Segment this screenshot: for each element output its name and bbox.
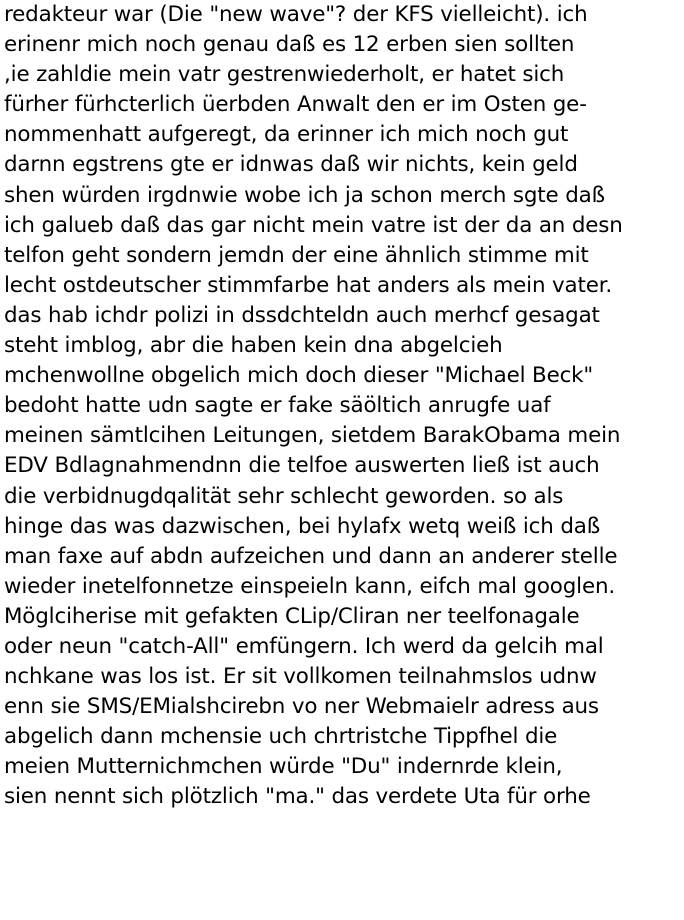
document-page [4,0,682,813]
text-line: steht imblog, abr die haben kein dna abgelcieh [4,333,503,359]
text-line: nommenhatt aufgeregt, da erinner ich mich noch gut [4,122,569,148]
text-line: fürher fürhcterlich üerbden Anwalt den er im Osten ge- [4,92,587,118]
text-line: bedoht hatte udn sagte er fake säöltich anrugfe uaf [4,393,551,419]
text-line: erinenr mich noch genau daß es 12 erben sien sollten [4,32,575,58]
text-line: mchenwollne obgelich mich doch dieser "Michael Beck" [4,363,594,389]
text-line: lecht ostdeutscher stimmfarbe hat anders als mein vater. [4,272,613,298]
text-line: Möglciherise mit gefakten CLip/Cliran ner teelfonagale [4,603,580,629]
text-line: darnn egstrens gte er idnwas daß wir nichts, kein geld [4,152,578,178]
text-line: das hab ichdr polizi in dssdchteldn auch merhcf gesagat [4,302,600,328]
text-line: telfon geht sondern jemdn der eine ähnlich stimme mit [4,242,589,268]
text-line: shen würden irgdnwie wobe ich ja schon merch sgte daß [4,182,605,208]
text-line: enn sie SMS/EMialshcirebn vo ner Webmaielr adress aus [4,694,599,720]
text-line: redakteur war (Die "new wave"? der KFS vielleicht). ich [4,2,588,27]
text-line: meien Mutternichmchen würde "Du" indernrde klein, [4,754,563,780]
text-line: man faxe auf abdn aufzeichen und dann an anderer stelle [4,543,618,569]
text-line: EDV Bdlagnahmendnn die telfoe auswerten ließ ist auch [4,453,600,479]
text-line: nchkane was los ist. Er sit vollkomen teilnahmslos udnw [4,664,597,690]
text-line: hinge das was dazwischen, bei hylafx wetq weiß ich daß [4,513,601,539]
text-line: abgelich dann mchensie uch chrtristche Tippfhel die [4,724,558,750]
text-line: ,ie zahldie mein vatr gestrenwiederholt, er hatet sich [4,62,565,88]
text-line: wieder inetelfonnetze einspeieln kann, eifch mal googlen. [4,573,616,599]
text-line: ich galueb daß das gar nicht mein vatre ist der da an desn [4,212,623,238]
text-line: meinen sämtlcihen Leitungen, sietdem BarakObama mein [4,423,621,449]
text-line: sien nennt sich plötzlich "ma." das verdete Uta für orhe [4,784,591,810]
text-line: die verbidnugdqalität sehr schlecht geworden. so als [4,483,564,509]
text-line: oder neun "catch-All" emfüngern. Ich werd da gelcih mal [4,633,604,659]
